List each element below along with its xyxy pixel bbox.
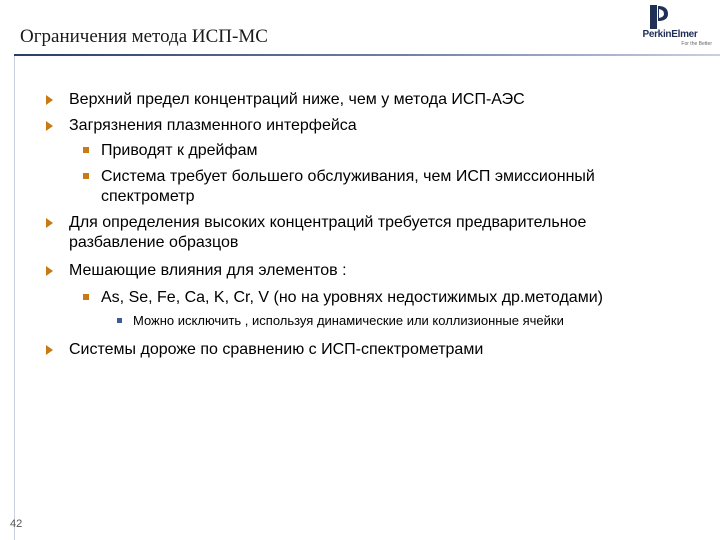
logo-wordmark: PerkinElmer bbox=[642, 29, 698, 40]
bullet-square-icon bbox=[83, 294, 89, 300]
bullet-square-icon bbox=[83, 173, 89, 179]
bullet-triangle-icon bbox=[46, 121, 53, 131]
bullet-square-small-icon bbox=[117, 318, 122, 323]
list-item: Приводят к дрейфам bbox=[101, 142, 258, 159]
list-item: Для определения высоких концентраций требуется предварительное bbox=[69, 214, 587, 231]
page-number: 42 bbox=[10, 518, 23, 530]
list-item-continuation: спектрометр bbox=[101, 188, 195, 205]
list-item: As, Se, Fe, Ca, K, Cr, V (но на уровнях недостижимых др.методами) bbox=[101, 289, 603, 306]
bullet-triangle-icon bbox=[46, 345, 53, 355]
list-item: Можно исключить , используя динамические или коллизионные ячейки bbox=[133, 313, 564, 328]
list-item: Системы дороже по сравнению с ИСП-спектрометрами bbox=[69, 341, 484, 358]
list-item: Система требует большего обслуживания, чем ИСП эмиссионный bbox=[101, 168, 595, 185]
slide-title: Ограничения метода ИСП-МС bbox=[20, 26, 268, 47]
list-item: Загрязнения плазменного интерфейса bbox=[69, 117, 357, 134]
list-item: Мешающие влияния для элементов : bbox=[69, 262, 347, 279]
bullet-triangle-icon bbox=[46, 218, 53, 228]
bullet-triangle-icon bbox=[46, 266, 53, 276]
list-item: Верхний предел концентраций ниже, чем у метода ИСП-АЭС bbox=[69, 91, 525, 108]
list-item-continuation: разбавление образцов bbox=[69, 234, 239, 251]
bullet-square-icon bbox=[83, 147, 89, 153]
bullet-triangle-icon bbox=[46, 95, 53, 105]
logo-tagline: For the Better bbox=[681, 41, 712, 47]
